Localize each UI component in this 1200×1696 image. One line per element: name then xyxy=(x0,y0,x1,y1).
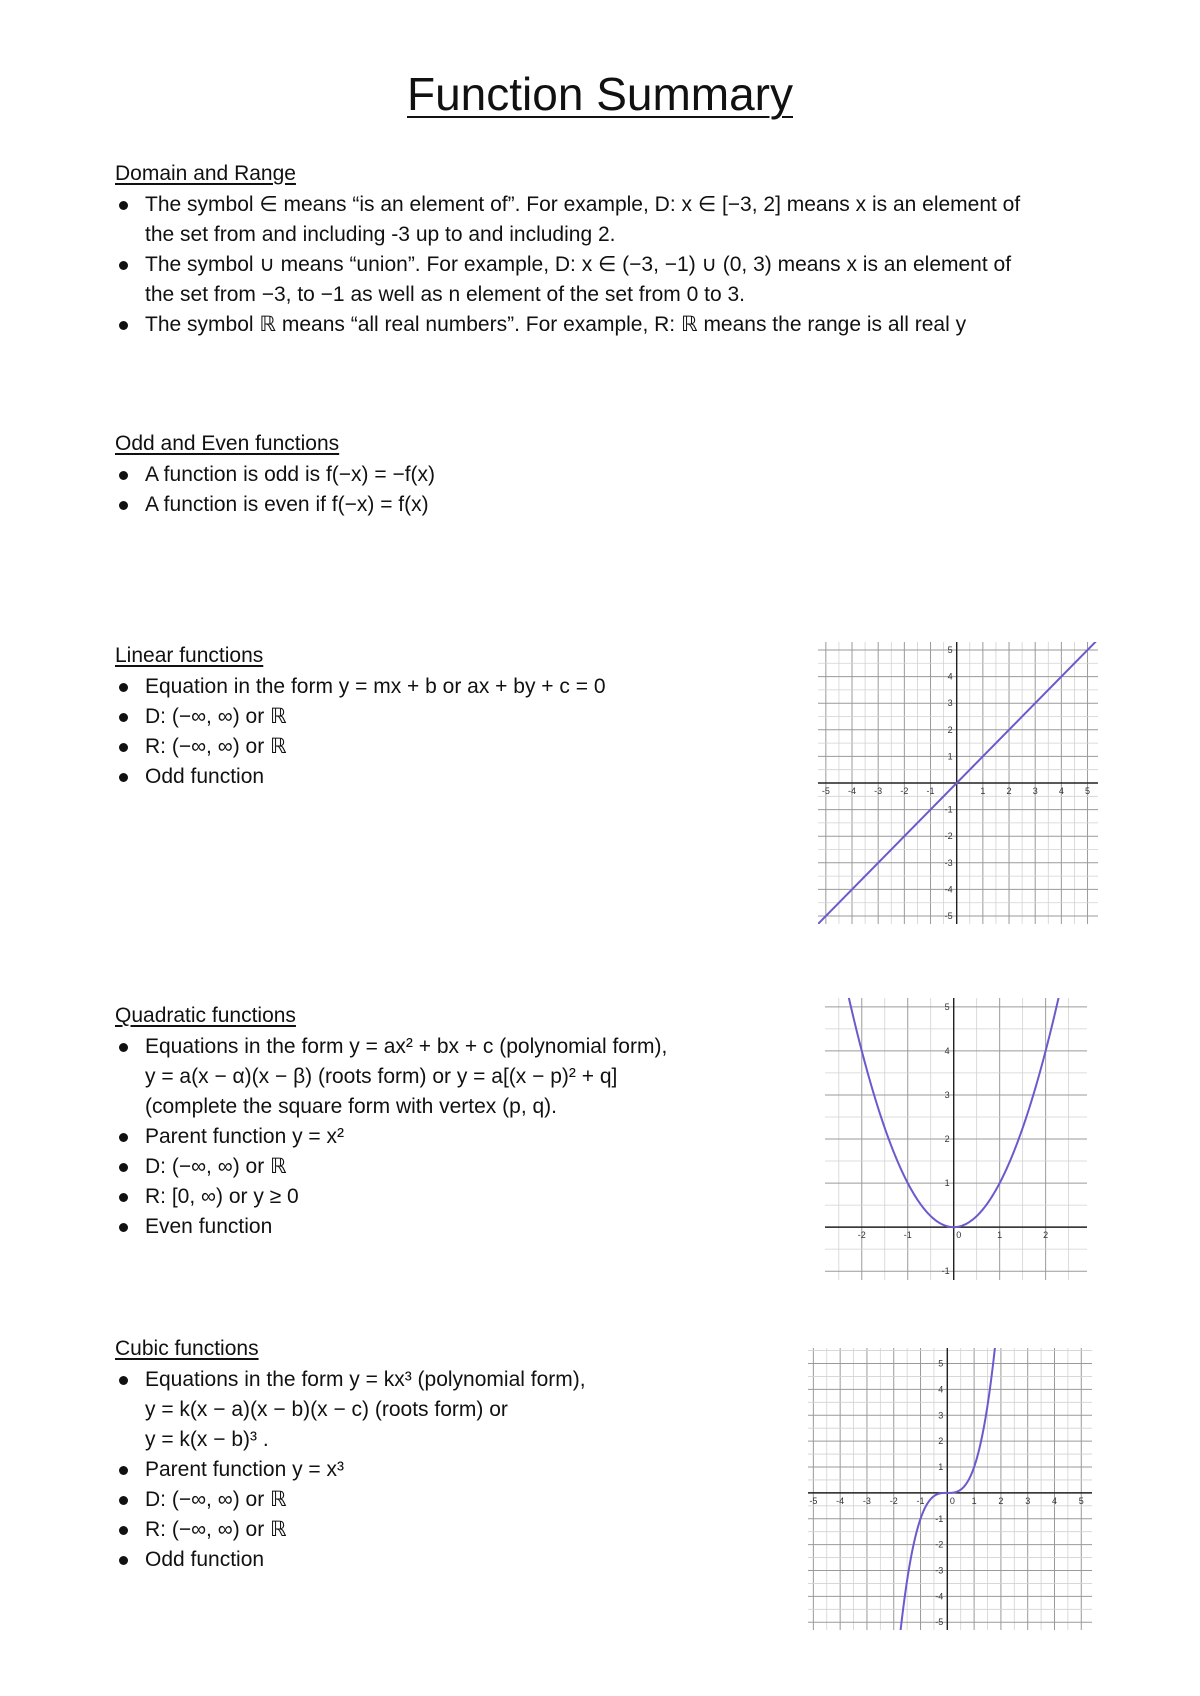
x-tick-label: 2 xyxy=(998,1495,1004,1506)
y-tick-label: 4 xyxy=(938,1384,944,1395)
list-item: Parent function y = x² xyxy=(115,1122,667,1152)
y-tick-label: 5 xyxy=(947,644,953,655)
y-tick-label: 1 xyxy=(938,1462,944,1473)
x-tick-label: -1 xyxy=(916,1495,925,1506)
bullet-list xyxy=(115,1365,586,1575)
cubic-graph xyxy=(808,1348,1092,1630)
list-item: The symbol ℝ means “all real numbers”. For example, R: ℝ means the range is all real y xyxy=(115,310,1020,340)
grid xyxy=(808,1348,1092,1630)
list-item: D: (−∞, ∞) or ℝ xyxy=(115,1485,586,1515)
y-tick-label: 5 xyxy=(938,1358,944,1369)
list-item: Parent function y = x³ xyxy=(115,1455,586,1485)
x-tick-label: 3 xyxy=(1032,786,1038,796)
x-tick-label: -2 xyxy=(889,1495,898,1506)
x-tick-label: -4 xyxy=(848,786,857,796)
x-tick-label: 0 xyxy=(949,1495,955,1506)
bullet-list xyxy=(115,672,606,792)
x-tick-label: 4 xyxy=(1058,786,1064,796)
list-item: A function is even if f(−x) = f(x) xyxy=(115,490,435,520)
y-tick-label: 1 xyxy=(944,1178,950,1189)
list-item: The symbol ∪ means “union”. For example, D: x ∈ (−3, −1) ∪ (0, 3) means x is an element of the set from −3, to −1 as well as n element of the set from 0 to 3. xyxy=(115,250,1020,310)
y-tick-label: 2 xyxy=(947,724,953,735)
bullet-list xyxy=(115,460,435,520)
x-tick-label: 1 xyxy=(980,786,986,796)
list-item: Equation in the form y = mx + b or ax + by + c = 0 xyxy=(115,672,606,702)
list-item: R: [0, ∞) or y ≥ 0 xyxy=(115,1182,667,1212)
list-item: Equations in the form y = kx³ (polynomial form), y = k(x − a)(x − b)(x − c) (roots form) or y = k(x − b)³ . xyxy=(115,1365,586,1455)
x-tick-label: -5 xyxy=(821,786,830,796)
section-odd-even xyxy=(115,430,435,520)
y-tick-label: -1 xyxy=(944,804,953,815)
y-tick-label: 4 xyxy=(947,671,953,682)
y-tick-label: 5 xyxy=(944,1001,950,1012)
x-tick-label: -2 xyxy=(900,786,909,796)
section-domain-range xyxy=(115,160,1020,340)
x-tick-label: -1 xyxy=(926,786,935,796)
y-tick-label: -4 xyxy=(935,1591,944,1602)
linear-graph-svg xyxy=(818,642,1098,924)
x-tick-label: -4 xyxy=(836,1495,845,1506)
x-tick-label: 1 xyxy=(971,1495,977,1506)
bullet-list xyxy=(115,190,1020,340)
y-tick-label: -5 xyxy=(944,911,953,922)
x-tick-label: 5 xyxy=(1085,786,1091,796)
section-heading: Domain and Range xyxy=(115,162,296,185)
section-linear xyxy=(115,642,606,792)
y-tick-label: 2 xyxy=(938,1436,944,1447)
x-tick-label: -2 xyxy=(857,1230,866,1241)
list-item: R: (−∞, ∞) or ℝ xyxy=(115,1515,586,1545)
y-tick-label: -2 xyxy=(944,831,953,842)
x-tick-label: 3 xyxy=(1025,1495,1031,1506)
x-tick-label: 1 xyxy=(997,1230,1003,1241)
x-tick-label: 0 xyxy=(956,1230,962,1241)
bullet-list xyxy=(115,1032,667,1242)
y-tick-label: 3 xyxy=(947,698,953,709)
x-tick-label: 2 xyxy=(1006,786,1012,796)
list-item: Even function xyxy=(115,1212,667,1242)
x-tick-label: -3 xyxy=(862,1495,871,1506)
y-tick-label: -3 xyxy=(944,857,953,868)
y-tick-label: -5 xyxy=(935,1617,944,1628)
x-tick-label: 4 xyxy=(1051,1495,1057,1506)
y-tick-label: 4 xyxy=(944,1045,950,1056)
y-tick-label: -4 xyxy=(944,884,953,895)
y-tick-label: 1 xyxy=(947,751,953,762)
x-tick-label: -3 xyxy=(874,786,883,796)
list-item: A function is odd is f(−x) = −f(x) xyxy=(115,460,435,490)
section-heading: Cubic functions xyxy=(115,1337,259,1360)
list-item: R: (−∞, ∞) or ℝ xyxy=(115,732,606,762)
list-item: Odd function xyxy=(115,762,606,792)
section-heading: Quadratic functions xyxy=(115,1004,296,1027)
list-item: D: (−∞, ∞) or ℝ xyxy=(115,702,606,732)
x-tick-label: -1 xyxy=(903,1230,912,1241)
list-item: D: (−∞, ∞) or ℝ xyxy=(115,1152,667,1182)
list-item: Equations in the form y = ax² + bx + c (polynomial form), y = a(x − α)(x − β) (roots form) or y = a[(x − p)² + q] (complete the square form with vertex (p, q). xyxy=(115,1032,667,1122)
page-title: Function Summary xyxy=(406,68,793,120)
cubic-graph-svg xyxy=(808,1348,1092,1630)
section-quadratic xyxy=(115,1002,667,1242)
list-item: The symbol ∈ means “is an element of”. For example, D: x ∈ [−3, 2] means x is an element of the set from and including -3 up to and including 2. xyxy=(115,190,1020,250)
section-cubic xyxy=(115,1335,586,1575)
y-tick-label: -1 xyxy=(935,1513,944,1524)
x-tick-label: -5 xyxy=(809,1495,818,1506)
y-tick-label: -2 xyxy=(935,1539,944,1550)
x-tick-label: 5 xyxy=(1078,1495,1084,1506)
y-tick-label: 2 xyxy=(944,1134,950,1144)
section-heading: Odd and Even functions xyxy=(115,432,340,455)
quadratic-graph xyxy=(825,998,1087,1280)
y-tick-label: 3 xyxy=(938,1410,944,1421)
section-heading: Linear functions xyxy=(115,644,264,667)
y-tick-label: -1 xyxy=(941,1266,950,1277)
x-tick-label: 2 xyxy=(1043,1230,1049,1241)
quadratic-graph-svg xyxy=(825,998,1087,1280)
list-item: Odd function xyxy=(115,1545,586,1575)
y-tick-label: 3 xyxy=(944,1089,950,1100)
linear-graph xyxy=(818,642,1098,924)
y-tick-label: -3 xyxy=(935,1565,944,1576)
